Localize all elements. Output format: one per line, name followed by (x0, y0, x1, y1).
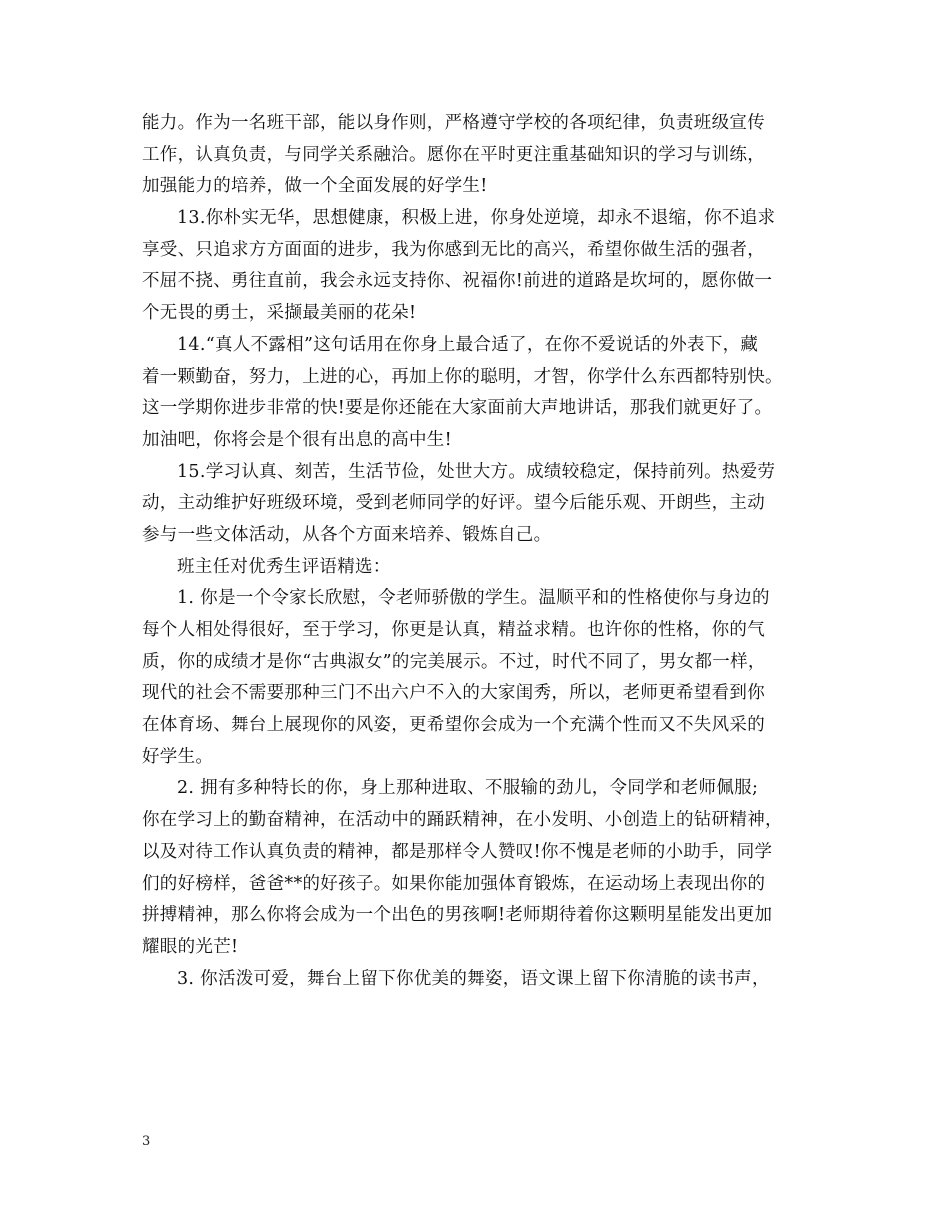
text-line: 你在学习上的勤奋精神，在活动中的踊跃精神，在小发明、小创造上的钻研精神， (142, 810, 783, 831)
text-line: 在体育场、舞台上展现你的风姿，更希望你会成为一个充满个性而又不失风采的 (142, 715, 765, 736)
text-line: 参与一些文体活动，从各个方面来培养、锻炼自己。 (142, 524, 552, 545)
text-line: 加强能力的培养，做一个全面发展的好学生! (142, 176, 488, 197)
text-line: 这一学期你进步非常的快!要是你还能在大家面前大声地讲话，那我们就更好了。 (142, 398, 773, 419)
text-line: 好学生。 (142, 746, 214, 767)
text-line: 个无畏的勇士，采撷最美丽的花朵! (142, 303, 417, 324)
text-line: 每个人相处得很好，至于学习，你更是认真，精益求精。也许你的性格，你的气 (142, 620, 765, 640)
text-line: 1. 你是一个令家长欣慰，令老师骄傲的学生。温顺平和的性格使你与身边的 (177, 588, 770, 609)
page-number: 3 (142, 1134, 151, 1149)
text-line: 现代的社会不需要那种三门不出六户不入的大家闺秀，所以，老师更希望看到你 (142, 683, 765, 704)
text-line: 13.你朴实无华，思想健康，积极上进，你身处逆境，却永不退缩，你不追求 (177, 208, 776, 229)
text-line: 2. 拥有多种特长的你，身上那种进取、不服输的劲儿，令同学和老师佩服; (177, 778, 759, 799)
text-line: 不屈不挠、勇往直前，我会永远支持你、祝福你!前进的道路是坎坷的，愿你做一 (142, 271, 773, 292)
text-line: 班主任对优秀生评语精选： (177, 556, 391, 577)
document-body (142, 108, 812, 995)
text-line: 动，主动维护好班级环境，受到老师同学的好评。望今后能乐观、开朗些，主动 (142, 493, 765, 514)
text-line: 享受、只追求方方面面的进步，我为你感到无比的高兴，希望你做生活的强者， (142, 239, 765, 260)
text-line: 15.学习认真、刻苦，生活节俭，处世大方。成绩较稳定，保持前列。热爱劳 (177, 461, 776, 482)
text-line: 3. 你活泼可爱，舞台上留下你优美的舞姿，语文课上留下你清脆的读书声， (177, 968, 770, 989)
text-line: 拼搏精神，那么你将会成为一个出色的男孩啊!老师期待着你这颗明星能发出更加 (142, 905, 773, 926)
text-line: 们的好榜样，爸爸**的好孩子。如果你能加强体育锻炼，在运动场上表现出你的 (142, 873, 766, 894)
text-line: 14.“真人不露相”这句话用在你身上最合适了，在你不爱说话的外表下，藏 (177, 334, 759, 355)
text-line: 能力。作为一名班干部，能以身作则，严格遵守学校的各项纪律，负责班级宣传 (142, 113, 765, 133)
text-line: 着一颗勤奋，努力，上进的心，再加上你的聪明，才智，你学什么东西都特别快。 (142, 366, 783, 387)
text-line: 以及对待工作认真负责的精神，都是那样令人赞叹!你不愧是老师的小助手，同学 (142, 841, 773, 862)
text-line: 工作，认真负责，与同学关系融洽。愿你在平时更注重基础知识的学习与训练， (142, 144, 765, 165)
text-line: 加油吧，你将会是个很有出息的高中生! (142, 429, 452, 450)
text-line: 耀眼的光芒! (142, 936, 239, 957)
text-line: 质，你的成绩才是你“古典淑女”的完美展示。不过，时代不同了，男女都一样， (142, 651, 766, 672)
